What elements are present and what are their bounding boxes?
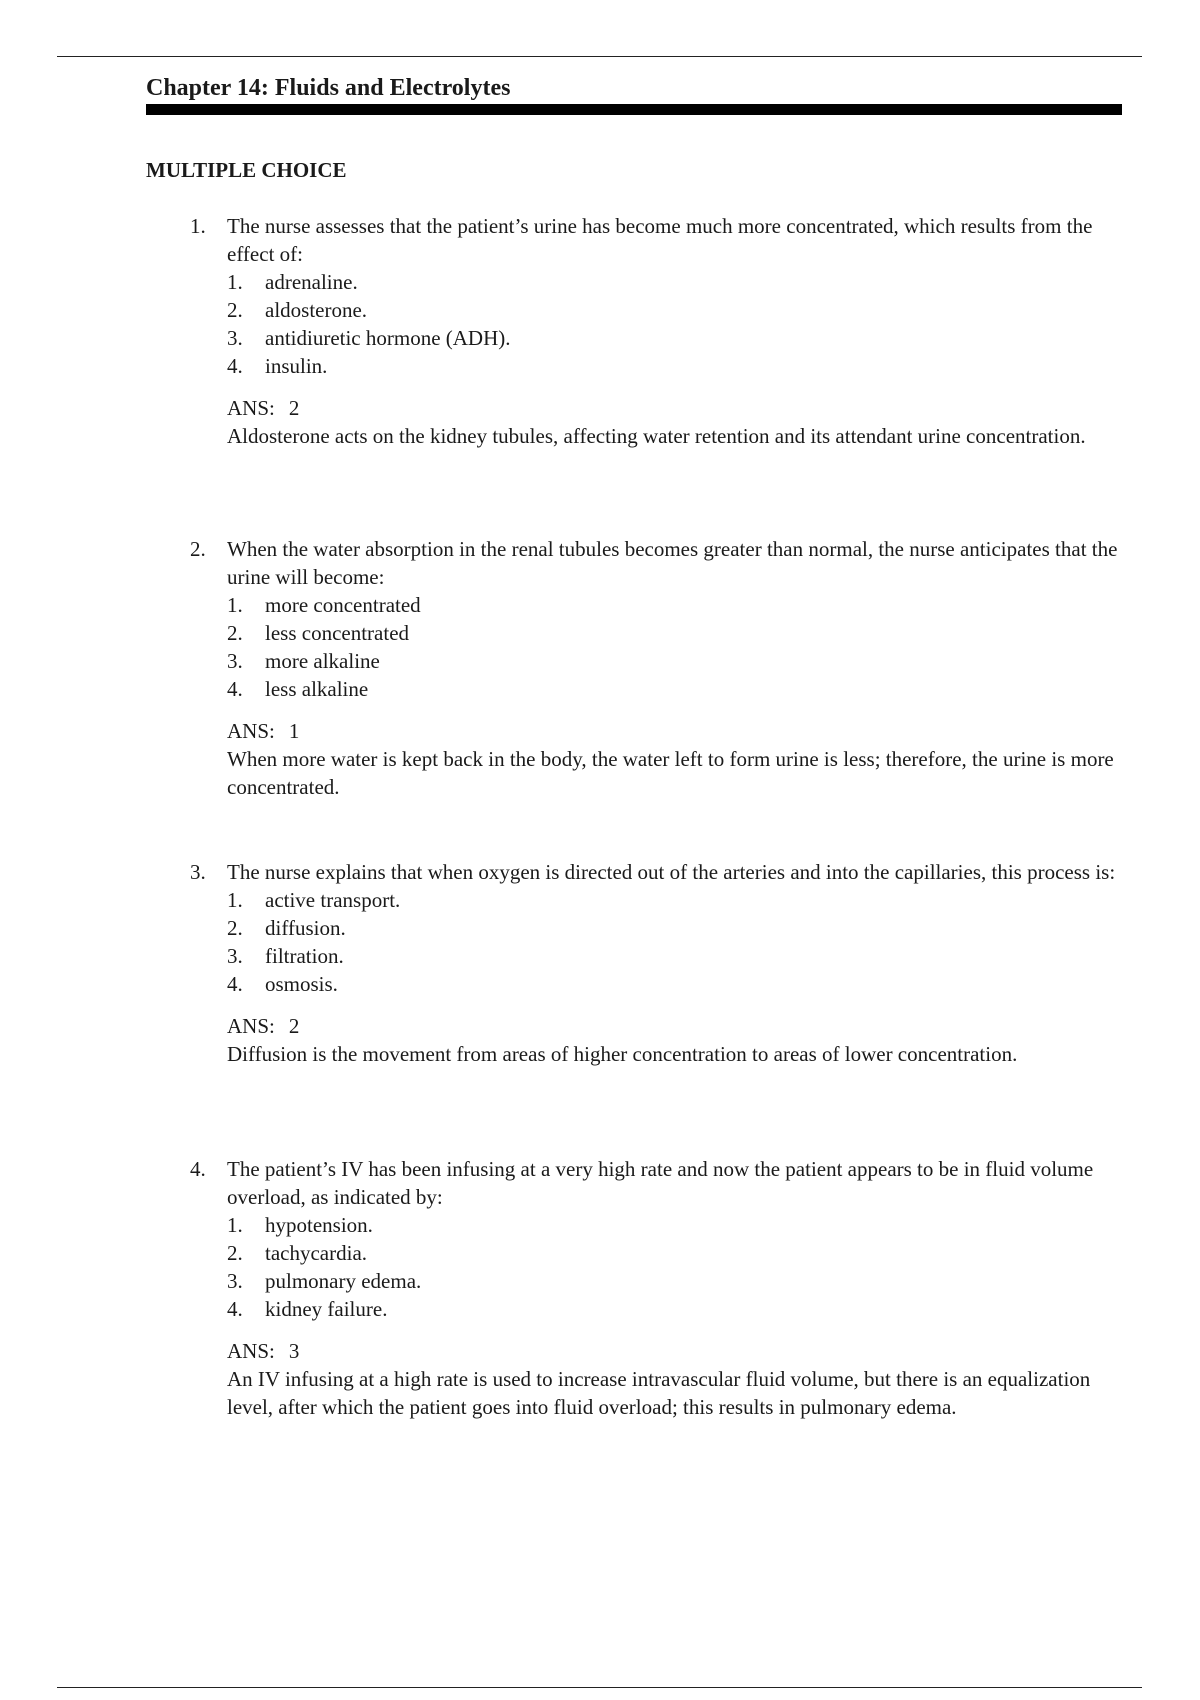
answer-option	[190, 675, 1130, 703]
option-text: less concentrated	[265, 621, 410, 645]
answer-key	[227, 1012, 1130, 1040]
answer-rationale: Diffusion is the movement from areas of higher concentration to areas of lower concentration.	[227, 1042, 1018, 1066]
option-number: 2.	[227, 298, 243, 322]
option-number: 4.	[227, 354, 243, 378]
answer-block	[190, 1337, 1130, 1421]
option-number: 1.	[227, 1213, 243, 1237]
option-number: 4.	[227, 1297, 243, 1321]
option-text: kidney failure.	[265, 1297, 388, 1321]
option-number: 4.	[227, 972, 243, 996]
option-text: osmosis.	[265, 972, 338, 996]
option-number: 4.	[227, 677, 243, 701]
answer-rationale: An IV infusing at a high rate is used to increase intravascular fluid volume, but there is an equalization level, after which the patient goes into fluid overload; this results in pulmonary edema.	[227, 1367, 1091, 1419]
option-text: more concentrated	[265, 593, 421, 617]
answer-key	[227, 394, 1130, 422]
answer-key	[227, 1337, 1130, 1365]
question-number: 4.	[190, 1157, 206, 1181]
top-rule	[57, 56, 1142, 57]
option-number: 3.	[227, 649, 243, 673]
option-text: insulin.	[265, 354, 328, 378]
option-text: pulmonary edema.	[265, 1269, 422, 1293]
question-text: When the water absorption in the renal tubules becomes greater than normal, the nurse anticipates that the urine will become:	[227, 537, 1118, 589]
option-text: hypotension.	[265, 1213, 373, 1237]
answer-value: 2	[288, 396, 300, 420]
option-number: 3.	[227, 944, 243, 968]
option-text: filtration.	[265, 944, 344, 968]
answer-option	[190, 268, 1130, 296]
answer-option	[190, 970, 1130, 998]
question-4	[190, 1155, 1130, 1421]
question-text: The nurse explains that when oxygen is directed out of the arteries and into the capillaries, this process is:	[227, 860, 1116, 884]
chapter-title: Chapter 14: Fluids and Electrolytes	[146, 75, 511, 101]
question-text: The nurse assesses that the patient’s urine has become much more concentrated, which results from the effect of:	[227, 214, 1093, 266]
answer-label: ANS:	[227, 396, 275, 420]
answer-option	[190, 1239, 1130, 1267]
section-heading: MULTIPLE CHOICE	[146, 158, 347, 182]
answer-block	[190, 1012, 1130, 1068]
option-text: diffusion.	[265, 916, 346, 940]
answer-option	[190, 914, 1130, 942]
question-number: 2.	[190, 537, 206, 561]
question-stem	[190, 1155, 1130, 1211]
answer-option	[190, 296, 1130, 324]
question-text: The patient’s IV has been infusing at a very high rate and now the patient appears to be in fluid volume overload, as indicated by:	[227, 1157, 1094, 1209]
question-number: 3.	[190, 860, 206, 884]
question-2	[190, 535, 1130, 801]
answer-rationale: When more water is kept back in the body, the water left to form urine is less; therefore, the urine is more concentrated.	[227, 747, 1114, 799]
option-number: 3.	[227, 1269, 243, 1293]
option-text: active transport.	[265, 888, 401, 912]
option-text: more alkaline	[265, 649, 380, 673]
title-underline-bar	[146, 104, 1122, 115]
question-stem	[190, 535, 1130, 591]
answer-option	[190, 352, 1130, 380]
answer-label: ANS:	[227, 1014, 275, 1038]
question-stem	[190, 212, 1130, 268]
answer-label: ANS:	[227, 719, 275, 743]
bottom-rule	[57, 1687, 1142, 1688]
option-text: aldosterone.	[265, 298, 368, 322]
answer-value: 3	[288, 1339, 300, 1363]
answer-option	[190, 1267, 1130, 1295]
question-stem	[190, 858, 1130, 886]
option-text: adrenaline.	[265, 270, 358, 294]
option-number: 1.	[227, 270, 243, 294]
answer-label: ANS:	[227, 1339, 275, 1363]
answer-option	[190, 324, 1130, 352]
answer-value: 1	[288, 719, 300, 743]
answer-option	[190, 619, 1130, 647]
answer-option	[190, 647, 1130, 675]
answer-block	[190, 394, 1130, 450]
question-number: 1.	[190, 214, 206, 238]
answer-option	[190, 886, 1130, 914]
question-1	[190, 212, 1130, 450]
answer-option	[190, 1295, 1130, 1323]
option-number: 1.	[227, 593, 243, 617]
answer-key	[227, 717, 1130, 745]
option-text: less alkaline	[265, 677, 369, 701]
option-number: 2.	[227, 621, 243, 645]
option-number: 1.	[227, 888, 243, 912]
answer-block	[190, 717, 1130, 801]
answer-option	[190, 591, 1130, 619]
option-text: tachycardia.	[265, 1241, 368, 1265]
answer-option	[190, 942, 1130, 970]
option-number: 3.	[227, 326, 243, 350]
option-number: 2.	[227, 1241, 243, 1265]
option-number: 2.	[227, 916, 243, 940]
answer-rationale: Aldosterone acts on the kidney tubules, affecting water retention and its attendant urine concentration.	[227, 424, 1086, 448]
answer-value: 2	[288, 1014, 300, 1038]
option-text: antidiuretic hormone (ADH).	[265, 326, 511, 350]
question-3	[190, 858, 1130, 1068]
answer-option	[190, 1211, 1130, 1239]
